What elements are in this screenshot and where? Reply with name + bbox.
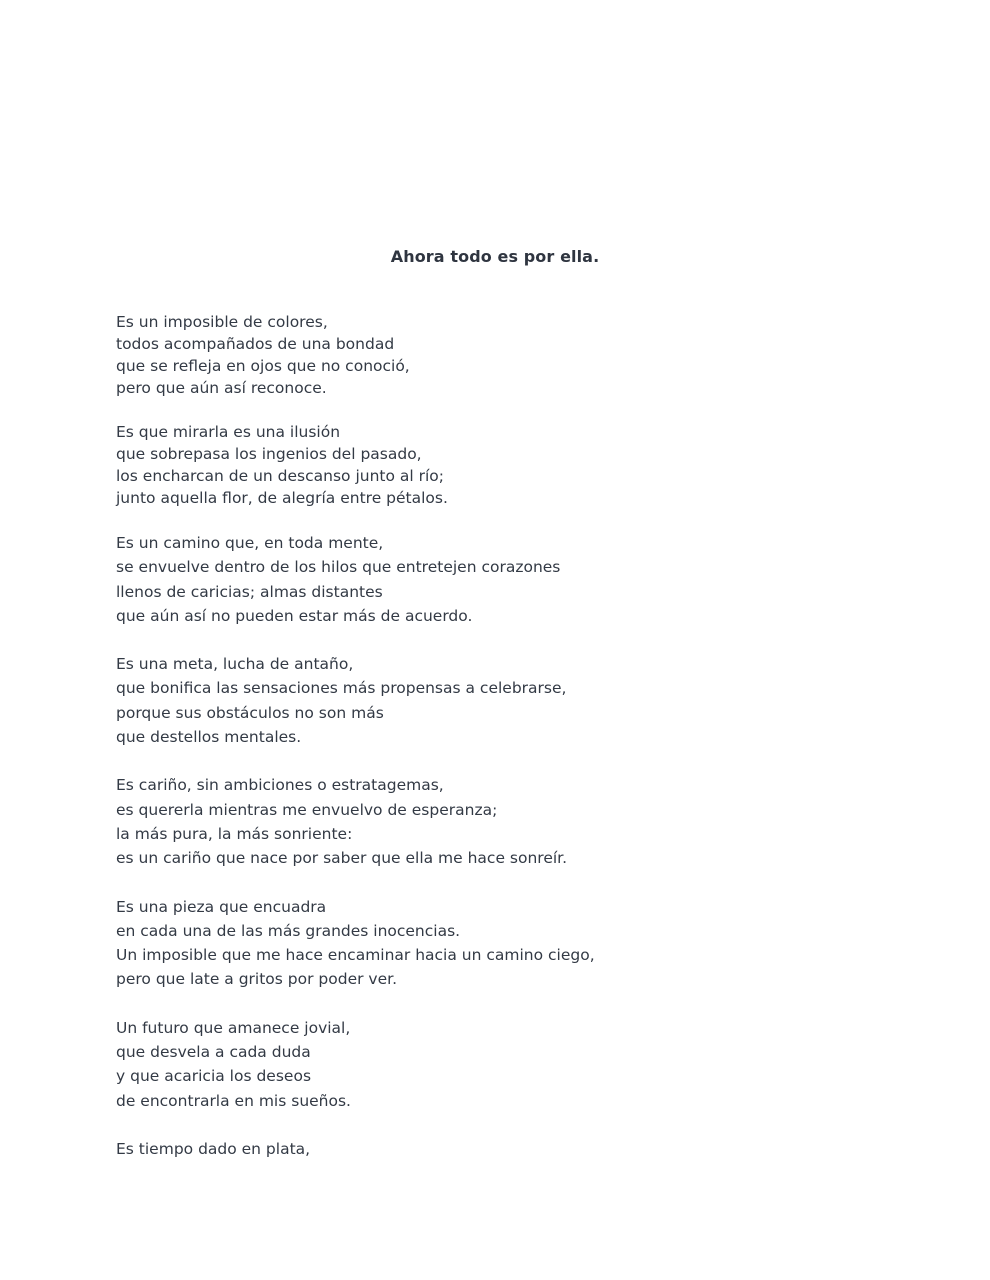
poem-title: Ahora todo es por ella. <box>390 247 600 266</box>
poem-line: Es un imposible de colores, <box>116 313 328 331</box>
poem-line: pero que aún así reconoce. <box>116 379 327 397</box>
poem-line: que sobrepasa los ingenios del pasado, <box>116 445 422 463</box>
poem-line: de encontrarla en mis sueños. <box>116 1091 351 1110</box>
stanza-1 <box>116 311 876 399</box>
poem-body <box>116 311 876 1161</box>
stanza-8 <box>116 1137 876 1161</box>
poem-line: Es que mirarla es una ilusión <box>116 423 341 441</box>
poem-line: Es cariño, sin ambiciones o estratagemas, <box>116 776 444 795</box>
stanza-4 <box>116 652 876 749</box>
poem-line: Un futuro que amanece jovial, <box>116 1018 351 1037</box>
stanza-3 <box>116 531 876 628</box>
stanza-7 <box>116 1016 876 1113</box>
poem-line: Un imposible que me hace encaminar hacia un camino ciego, <box>116 946 595 965</box>
poem-line: que se refleja en ojos que no conoció, <box>116 357 410 375</box>
stanza-2 <box>116 421 876 509</box>
poem-line: Es tiempo dado en plata, <box>116 1139 311 1158</box>
poem-line: junto aquella flor, de alegría entre pétalos. <box>116 489 448 507</box>
poem-line: pero que late a gritos por poder ver. <box>116 970 397 989</box>
poem-line: todos acompañados de una bondad <box>116 335 395 353</box>
stanza-6 <box>116 895 876 992</box>
poem-line: que bonifica las sensaciones más propensas a celebrarse, <box>116 679 567 698</box>
poem-line: llenos de caricias; almas distantes <box>116 582 383 601</box>
poem-line: los encharcan de un descanso junto al río; <box>116 467 445 485</box>
poem-line: la más pura, la más sonriente: <box>116 824 353 843</box>
poem-line: que destellos mentales. <box>116 728 302 747</box>
poem-line: se envuelve dentro de los hilos que entretejen corazones <box>116 558 561 577</box>
stanza-5 <box>116 773 876 870</box>
poem-line: Es una meta, lucha de antaño, <box>116 655 354 674</box>
poem-line: que desvela a cada duda <box>116 1043 311 1062</box>
poem-line: y que acaricia los deseos <box>116 1067 312 1086</box>
poem-line: es un cariño que nace por saber que ella me hace sonreír. <box>116 849 568 868</box>
poem-line: Es un camino que, en toda mente, <box>116 534 384 552</box>
poem-line: porque sus obstáculos no son más <box>116 703 384 722</box>
poem-line: en cada una de las más grandes inocencias. <box>116 921 461 940</box>
poem-line: es quererla mientras me envuelvo de esperanza; <box>116 800 498 819</box>
poem-line: que aún así no pueden estar más de acuerdo. <box>116 606 473 625</box>
poem-line: Es una pieza que encuadra <box>116 897 327 916</box>
